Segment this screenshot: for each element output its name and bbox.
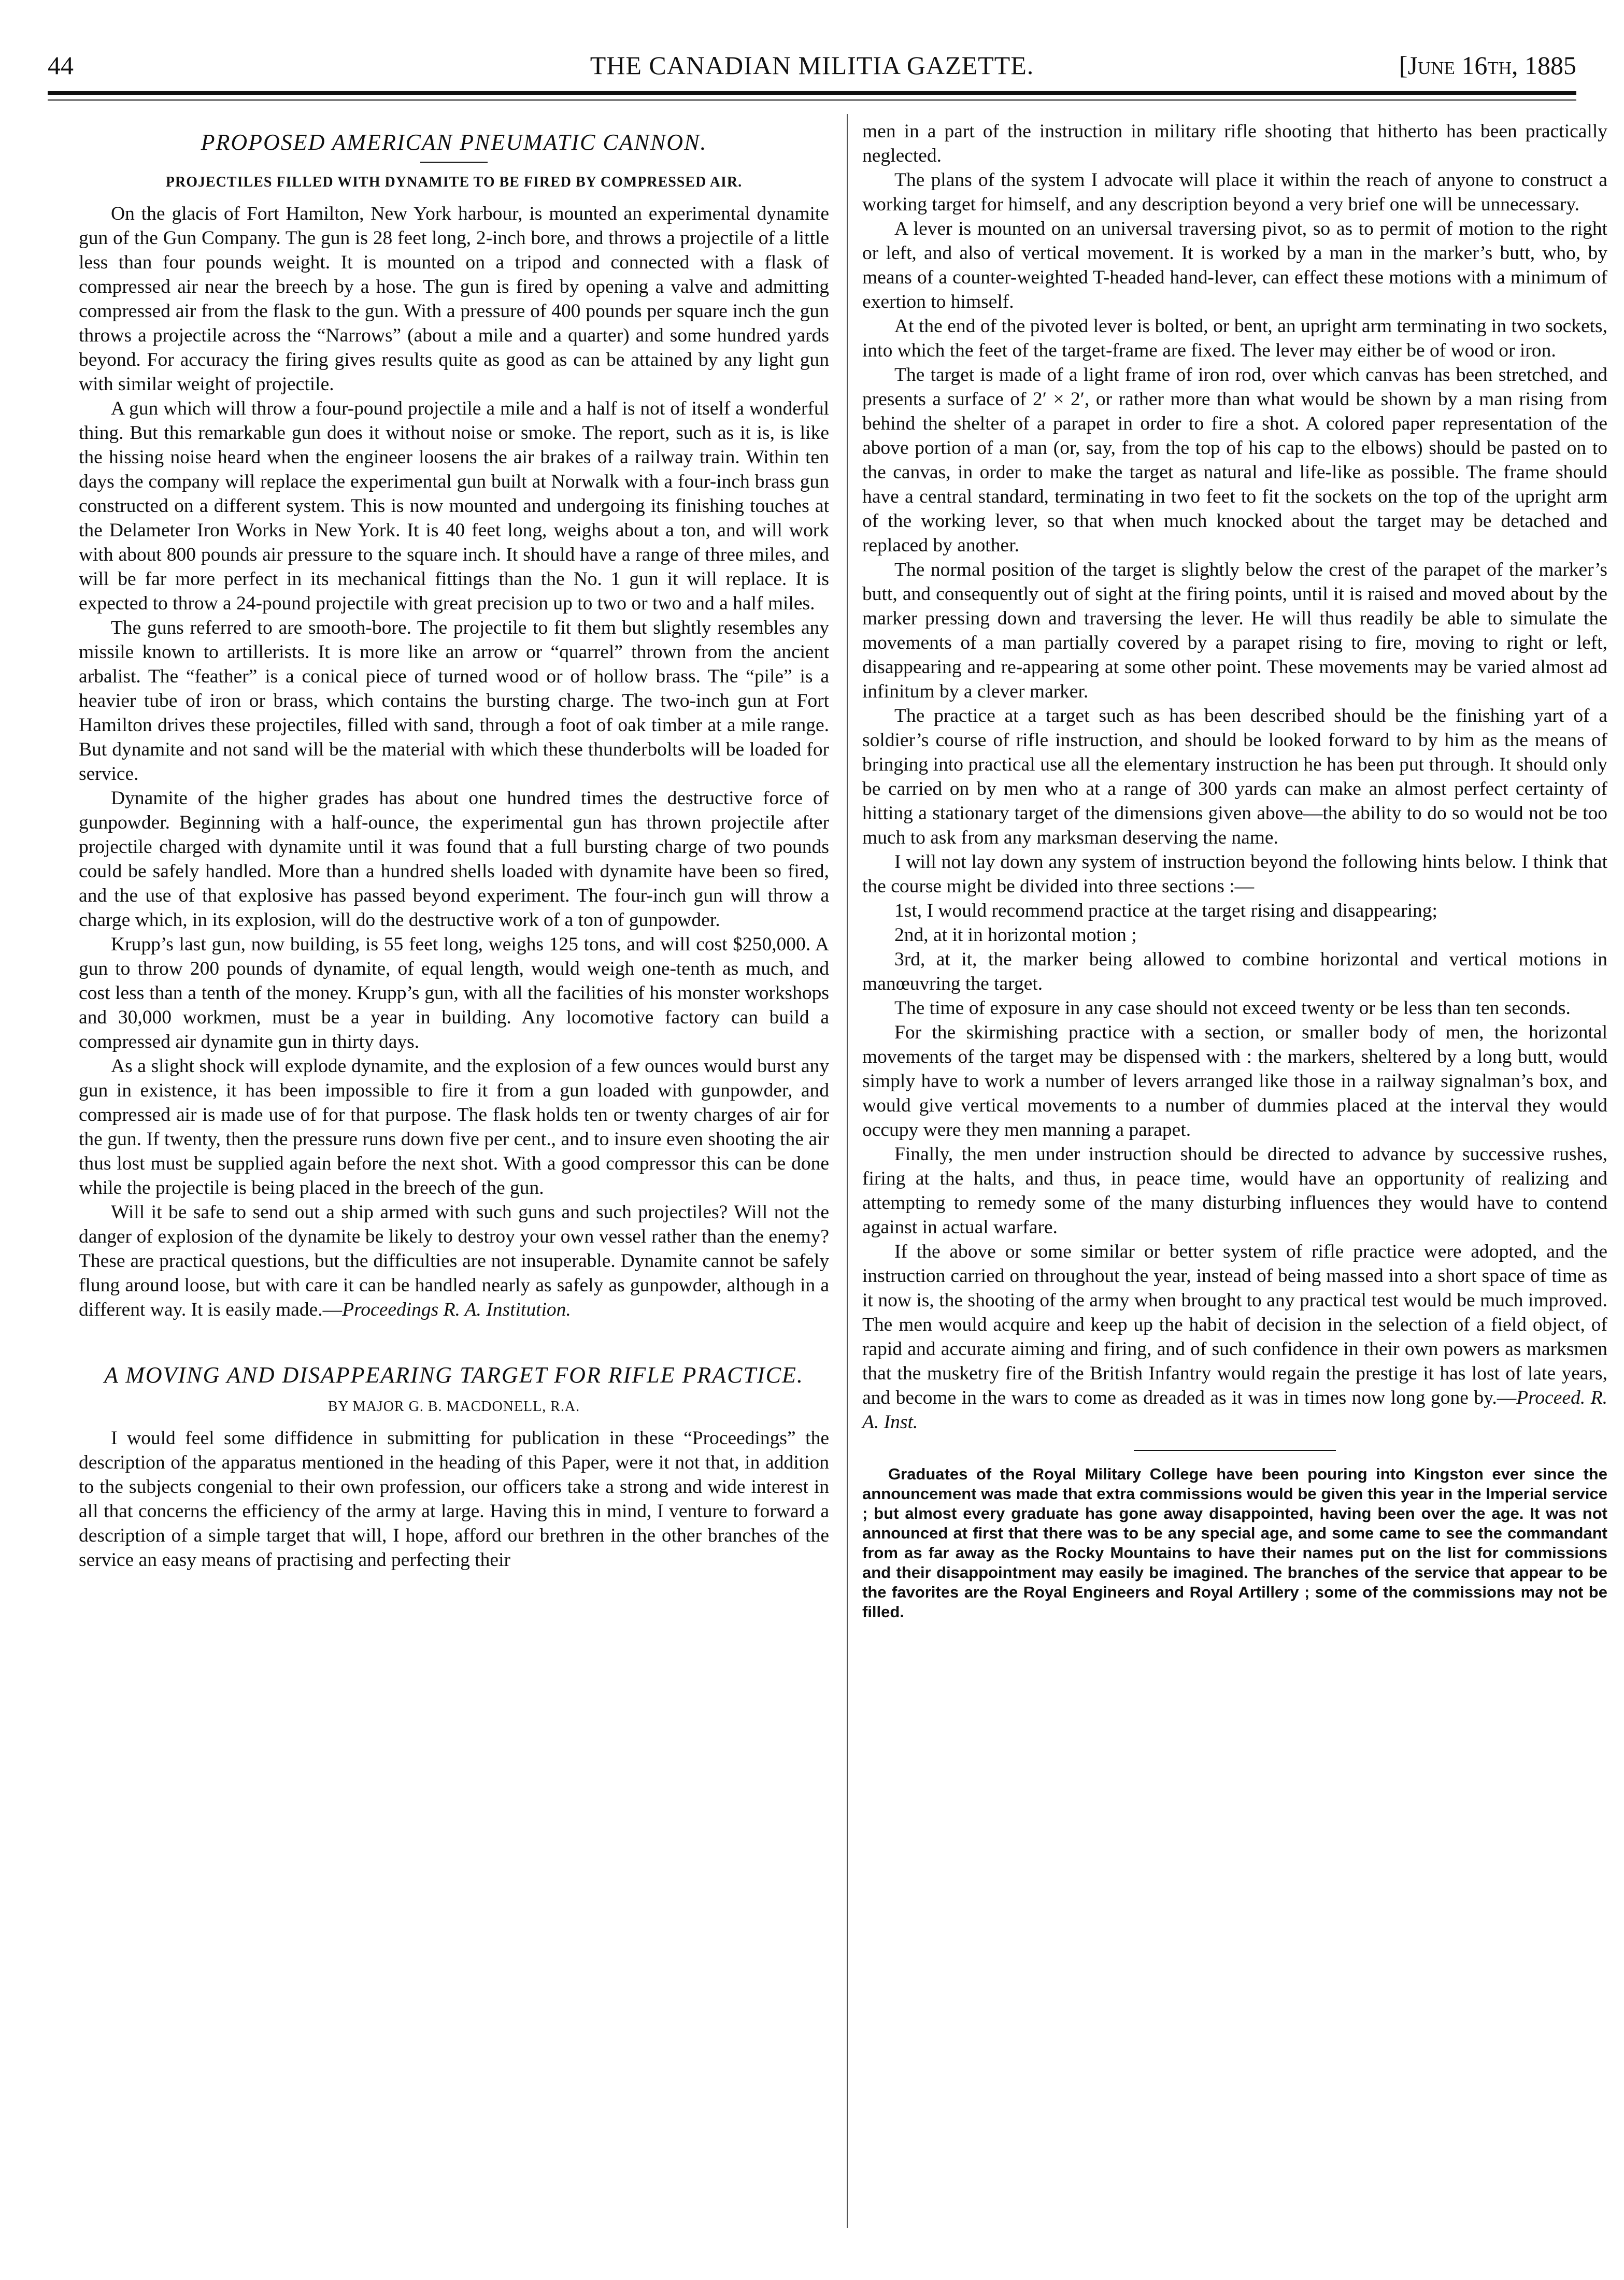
paragraph: On the glacis of Fort Hamilton, New York harbour, is mounted an experimental dynamite gun of the Gun Company. The gun is 28 feet long, 2-inch bore, and throws a projectile of a little less than four pounds weight. It is mounted on a tripod and connected with a flask of compressed air near the breech by a hose. The gun is fired by opening a valve and admitting compressed air from the flask to the gun. With a pressure of 400 pounds per square inch the gun throws a projectile across the “Narrows” (about a mile and a quarter) and some hundred yards beyond. For accuracy the firing gives results quite as good as can be attained by any light gun with similar weight of projectile. <box>79 203 829 395</box>
article-title-cannon: PROPOSED AMERICAN PNEUMATIC CANNON. <box>201 130 707 155</box>
source-citation: Proceedings R. A. Institution. <box>342 1299 571 1320</box>
note-rule <box>1134 1450 1336 1451</box>
paragraph: The normal position of the target is slightly below the crest of the parapet of the marker’s butt, and consequently out of sight at the firing points, until it is raised and moved about by the marker pressing down and traversing the lever. He will thus readily be able to simulate the movements of a man partially covered by a parapet rising to fire, moving to right or left, disappearing and re-appearing at some other point. These movements may be varied almost ad infinitum by a clever marker. <box>862 559 1607 702</box>
paragraph-continuation: men in a part of the instruction in military rifle shooting that hitherto has been practically neglected. <box>862 121 1607 166</box>
list-item: 3rd, at it, the marker being allowed to combine horizontal and vertical motions in manœuvring the target. <box>862 949 1607 994</box>
page-header <box>48 45 1576 86</box>
source-citation: Proceed. R. A. Inst. <box>862 1387 1607 1433</box>
paragraph: Finally, the men under instruction should be directed to advance by successive rushes, firing at the halts, and thus, in peace time, would have an opportunity of realizing and attempting to remedy some of the many disturbing influences they would have to contend against in actual warfare. <box>862 1144 1607 1238</box>
paragraph: I would feel some diffidence in submitting for publication in these “Proceedings” the description of the apparatus mentioned in the heading of this Paper, were it not that, in addition to the subjects congenial to their own profession, our officers take a strong and wide interest in all that concerns the efficiency of the army at large. Having this in mind, I venture to forward a description of a simple target that will, I hope, afford our brethren in the other branches of the service an easy means of practising and perfecting their <box>79 1428 829 1571</box>
article-title-target: A MOVING AND DISAPPEARING TARGET FOR RIFLE PRACTICE. <box>104 1362 804 1388</box>
paragraph: A lever is mounted on an universal traversing pivot, so as to permit of motion to the right or left, and also of vertical movement. It is worked by a man in the marker’s butt, who, by means of a counter-weighted T-headed hand-lever, can effect these motions with a minimum of exertion to himself. <box>862 218 1607 312</box>
article-spacer <box>79 1322 829 1352</box>
column-divider <box>847 114 848 2228</box>
header-rule-thick <box>48 91 1576 95</box>
paragraph: Dynamite of the higher grades has about one hundred times the destructive force of gunpowder. Beginning with a half-ounce, the experimental gun has thrown projectile after projectile charged with dynamite until it was found that a full bursting charge of two pounds could be safely handled. More than a hundred shells loaded with dynamite have been so fired, and the use of that explosive has passed beyond experiment. The four-inch gun will throw a charge which, in its explosion, will do the destructive work of a ton of gunpowder. <box>79 788 829 931</box>
paragraph-text: Will it be safe to send out a ship armed with such guns and such projectiles? Will not the danger of explosion of the dynamite be likely to destroy your own vessel rather than the enemy? These are practical questions, but the difficulties are not insuperable. Dynamite cannot be safely flung around loose, but with care it can be handled nearly as safely as gunpowder, although in a different way. It is easily made.— <box>79 1202 829 1320</box>
news-note <box>862 1464 1607 1622</box>
note-text: Graduates of the Royal Military College have been pouring into Kingston ever since the announcement was made that extra commissions would be given this year in the Imperial service ; but almost every graduate has gone away disappointed, having been over the age. It was not announced at first that there was to be any special age, and some came to see the commandant from as far away as the Rocky Mountains to have their names put on the list for commissions and their disappointment may easily be imagined. The branches of the service that appear to be the favorites are the Royal Engineers and Royal Artillery ; some of the commissions may not be filled. <box>862 1465 1607 1621</box>
left-column <box>79 119 829 1572</box>
paragraph-text: If the above or some similar or better system of rifle practice were adopted, and the instruction carried on throughout the year, instead of being massed into a short space of time as it now is, the shooting of the army when brought to any practical test would be much improved. The men would acquire and keep up the habit of decision in the selection of a field object, of rapid and accurate aiming and firing, and of such confidence in their own powers as marksmen that the musketry fire of the British Infantry would regain the prestige it has lost of late years, and become in the wars to come as dreaded as it was in times now long gone by.— <box>862 1241 1607 1408</box>
header-rule-thin <box>48 99 1576 101</box>
paragraph-final <box>79 1200 829 1322</box>
paragraph-final <box>862 1239 1607 1434</box>
paragraph: The guns referred to are smooth-bore. The projectile to fit them but slightly resembles any missile known to artillerists. It is more like an arrow or “quarrel” thrown from the ancient arbalist. The “feather” is a conical piece of turned wood or of hollow brass. The “pile” is a heavier tube of iron or brass, which contains the bursting charge. The two-inch gun at Fort Hamilton drives these projectiles, filled with sand, through a foot of oak timber at a mile range. But dynamite and not sand will be the material with which these thunderbolts will be loaded for service. <box>79 617 829 785</box>
list-item: 2nd, at it in horizontal motion ; <box>894 924 1137 946</box>
list-item: 1st, I would recommend practice at the target rising and disappearing; <box>894 900 1437 921</box>
paragraph: For the skirmishing practice with a section, or smaller body of men, the horizontal movements of the target may be dispensed with : the markers, sheltered by a long butt, would simply have to work a number of levers arranged like those in a railway signalman’s box, and would give vertical movements to a number of dummies placed at the interval they would occupy were they men manning a parapet. <box>862 1022 1607 1141</box>
paragraph: The plans of the system I advocate will place it within the reach of anyone to construct a working target for himself, and any description beyond a very brief one will be unnecessary. <box>862 169 1607 215</box>
paragraph: A gun which will throw a four-pound projectile a mile and a half is not of itself a wonderful thing. But this remarkable gun does it without noise or smoke. The report, such as it is, is like the hissing noise heard when the engineer loosens the air brakes of a railway train. Within ten days the company will replace the experimental gun built at Norwalk with a four-inch brass gun constructed on a different system. This is now mounted and undergoing its finishing touches at the Delameter Iron Works in New York. It is 40 feet long, weighs about a ton, and will work with about 800 pounds air pressure to the square inch. It should have a range of three miles, and will be far more perfect in its mechanical fittings than the No. 1 gun it will replace. It is expected to throw a 24-pound projectile with great precision up to two or two and a half miles. <box>79 398 829 614</box>
masthead: THE CANADIAN MILITIA GAZETTE. <box>590 51 1034 80</box>
article-subheading: PROJECTILES FILLED WITH DYNAMITE TO BE FIRED BY COMPRESSED AIR. <box>165 174 743 190</box>
right-column <box>862 119 1607 1622</box>
paragraph: At the end of the pivoted lever is bolted, or bent, an upright arm terminating in two sockets, into which the feet of the target-frame are fixed. The lever may either be of wood or iron. <box>862 316 1607 361</box>
paragraph: I will not lay down any system of instruction beyond the following hints below. I think that the course might be divided into three sections :— <box>862 851 1607 897</box>
page-number: 44 <box>48 51 74 80</box>
paragraph: The target is made of a light frame of iron rod, over which canvas has been stretched, and presents a surface of 2′ × 2′, or rather more than what would be shown by a man rising from behind the shelter of a parapet in order to fire a shot. A colored paper representation of the above portion of a man (or, say, from the top of his cap to the elbows) should be pasted on to the canvas, in order to make the target as natural and life-like as possible. The frame should have a central standard, terminating in two feet to fit the sockets on the top of the upright arm of the working lever, so that when much knocked about the target may be detached and replaced by another. <box>862 364 1607 556</box>
paragraph: The time of exposure in any case should not exceed twenty or be less than ten seconds. <box>894 998 1571 1019</box>
title-rule <box>420 162 488 163</box>
author-byline: BY MAJOR G. B. MACDONELL, R.A. <box>327 1399 580 1415</box>
issue-date: [June 16th, 1885 <box>1399 51 1576 80</box>
paragraph: As a slight shock will explode dynamite, and the explosion of a few ounces would burst any gun in existence, it has been impossible to fire it from a gun loaded with gunpowder, and compressed air is made use of for that purpose. The flask holds ten or twenty charges of air for the gun. If twenty, then the pressure runs down five per cent., and to insure even shooting the air thus lost must be supplied again before the next shot. With a good compressor this can be done while the projectile is being placed in the breech of the gun. <box>79 1056 829 1199</box>
paragraph: The practice at a target such as has been described should be the finishing yart of a soldier’s course of rifle instruction, and should be looked forward to by him as the means of bringing into practical use all the elementary instruction he has been put through. It should only be carried on by men who at a range of 300 yards can make an almost perfect certainty of hitting a stationary target of the dimensions given above—the ability to do so would not be too much to ask from any marksman deserving the name. <box>862 705 1607 848</box>
paragraph: Krupp’s last gun, now building, is 55 feet long, weighs 125 tons, and will cost $250,000. A gun to throw 200 pounds of dynamite, of equal length, would weigh one-tenth as much, and cost less than a tenth of the money. Krupp’s gun, with all the facilities of his monster workshops and 30,000 workmen, must be a year in building. Any locomotive factory can build a compressed air dynamite gun in thirty days. <box>79 934 829 1052</box>
